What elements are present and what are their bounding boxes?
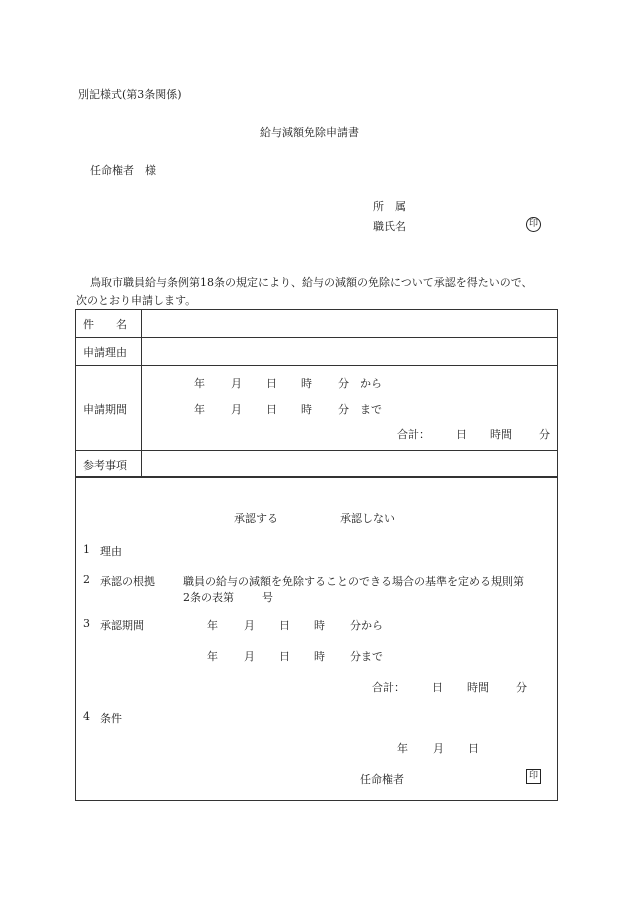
approval-total-label: 合計：	[372, 681, 405, 694]
approval-from-day: 日	[279, 619, 290, 632]
reason-label: 申請理由	[83, 346, 127, 359]
to-suffix: まで	[360, 403, 382, 416]
affiliation-label: 所 属	[373, 200, 406, 213]
approval-date-year: 年	[397, 742, 408, 755]
reference-label: 参考事項	[83, 459, 127, 472]
authority-label: 任命権者	[360, 773, 404, 786]
approval-date-day: 日	[468, 742, 479, 755]
from-minute: 分	[338, 377, 349, 390]
authority-seal: 印	[526, 769, 541, 784]
from-hour: 時	[301, 377, 312, 390]
from-suffix: から	[360, 377, 382, 390]
to-year: 年	[194, 403, 205, 416]
item1-num: 1	[83, 543, 90, 556]
approval-section	[75, 476, 558, 801]
period-label: 申請期間	[83, 403, 127, 416]
approval-date-month: 月	[433, 742, 444, 755]
form-id: 別記様式(第3条関係)	[78, 88, 182, 101]
form-title: 給与減額免除申請書	[260, 126, 359, 139]
to-month: 月	[231, 403, 242, 416]
from-month: 月	[231, 377, 242, 390]
to-hour: 時	[301, 403, 312, 416]
approval-from-year: 年	[207, 619, 218, 632]
applicant-seal: 印	[526, 217, 541, 232]
item2-text-line2a: 2条の表第	[183, 591, 234, 604]
item4-label: 条件	[100, 712, 122, 725]
subject-label: 件 名	[83, 318, 127, 331]
item2-num: 2	[83, 573, 90, 586]
approval-to-year: 年	[207, 650, 218, 663]
approval-to-hour: 時	[314, 650, 325, 663]
not-approve-option: 承認しない	[340, 512, 395, 525]
from-year: 年	[194, 377, 205, 390]
item3-label: 承認期間	[100, 619, 144, 632]
to-minute: 分	[338, 403, 349, 416]
item1-label: 理由	[100, 545, 122, 558]
approval-to-month: 月	[244, 650, 255, 663]
addressee: 任命権者 様	[90, 164, 156, 177]
intro-line-2: 次のとおり申請します。	[76, 294, 197, 307]
item3-num: 3	[83, 617, 90, 630]
approve-option: 承認する	[234, 512, 278, 525]
period-total-label: 合計：	[397, 428, 430, 441]
approval-from-hour: 時	[314, 619, 325, 632]
approval-to-minute: 分まで	[350, 650, 383, 663]
approval-to-day: 日	[279, 650, 290, 663]
intro-line-1: 鳥取市職員給与条例第18条の規定により、給与の減額の免除について承認を得たいので、	[90, 276, 533, 289]
approval-from-month: 月	[244, 619, 255, 632]
to-day: 日	[266, 403, 277, 416]
from-day: 日	[266, 377, 277, 390]
approval-total-hours: 時間	[467, 681, 489, 694]
period-total-minutes: 分	[539, 428, 550, 441]
item2-label: 承認の根拠	[100, 575, 155, 588]
item2-text-line1: 職員の給与の減額を免除することのできる場合の基準を定める規則第	[183, 575, 524, 588]
approval-from-minute: 分から	[350, 619, 383, 632]
period-total-hours: 時間	[490, 428, 512, 441]
item4-num: 4	[83, 710, 90, 723]
application-table	[75, 309, 558, 478]
item2-text-line2b: 号	[262, 591, 273, 604]
approval-total-minutes: 分	[516, 681, 527, 694]
name-label: 職氏名	[373, 220, 406, 233]
approval-total-days: 日	[432, 681, 443, 694]
period-total-days: 日	[456, 428, 467, 441]
